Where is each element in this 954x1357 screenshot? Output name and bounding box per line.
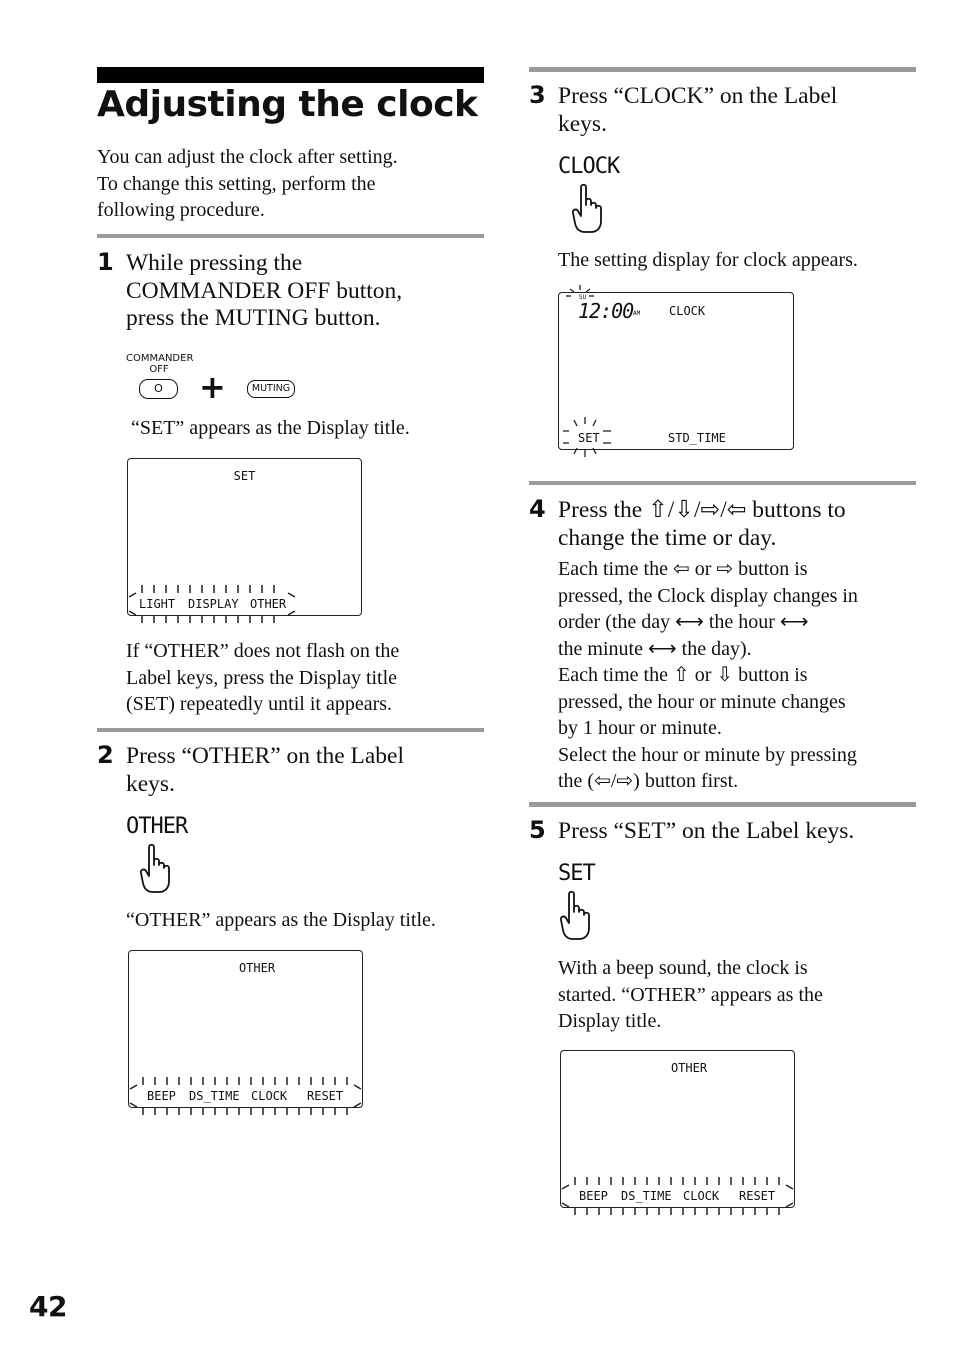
divider — [529, 481, 916, 485]
step-caption: The setting display for clock appears. — [558, 249, 858, 271]
lcd-display — [558, 292, 794, 450]
commander-off-label — [126, 353, 192, 375]
body-line: by 1 hour or minute. — [558, 717, 722, 739]
step-line: Press “SET” on the Label keys. — [558, 818, 855, 844]
body-line: the minute ⟷ the day). — [558, 637, 752, 660]
lcd-label-reset: RESET — [307, 1089, 344, 1103]
step-line: Press “CLOCK” on the Label — [558, 83, 838, 109]
step-number: 5 — [529, 816, 546, 844]
lcd-label-other: OTHER — [250, 597, 287, 611]
page-title: Adjusting the clock — [97, 84, 478, 125]
lcd-label-clock: CLOCK — [683, 1189, 720, 1203]
lcd-label-display: DISPLAY — [188, 597, 239, 611]
lcd-label-beep: BEEP — [579, 1189, 608, 1203]
muting-label: MUTING — [251, 383, 291, 394]
divider — [529, 67, 916, 72]
pointing-hand-icon — [571, 183, 609, 235]
step-number: 4 — [529, 495, 546, 523]
title-bar — [97, 67, 484, 83]
step-line: keys. — [126, 770, 175, 797]
commander-label-line: COMMANDER — [126, 353, 194, 364]
step-line: Press “OTHER” on the Label — [126, 743, 405, 769]
body-line: With a beep sound, the clock is — [558, 957, 808, 979]
step-note — [126, 638, 486, 718]
plus-icon: + — [199, 368, 226, 406]
lcd-title: CLOCK — [669, 304, 706, 318]
lcd-ampm: AM — [633, 310, 641, 317]
note-line: Label keys, press the Display title — [126, 666, 398, 689]
step-instruction — [558, 497, 918, 552]
step-number: 1 — [97, 248, 114, 276]
body-line: Select the hour or minute by pressing — [558, 743, 857, 766]
step-line: Press the ⇧/⇩/⇨/⇦ buttons to — [558, 497, 846, 523]
body-line: Each time the ⇦ or ⇨ button is — [558, 558, 808, 580]
step-line: While pressing the — [126, 250, 303, 276]
body-line: Each time the ⇧ or ⇩ button is — [558, 664, 808, 686]
divider — [97, 234, 484, 238]
lcd-label-clock: CLOCK — [251, 1089, 288, 1103]
step-number: 2 — [97, 741, 114, 769]
commander-label-line: OFF — [149, 364, 169, 375]
commander-symbol: O — [154, 382, 163, 395]
lcd-label-set: SET — [578, 431, 600, 445]
step-instruction — [126, 250, 486, 333]
divider — [97, 728, 484, 732]
step-instruction — [558, 83, 918, 138]
step-number: 3 — [529, 81, 546, 109]
body-line: pressed, the Clock display changes in — [558, 584, 858, 607]
lcd-display — [128, 950, 363, 1108]
note-line: (SET) repeatedly until it appears. — [126, 693, 393, 715]
lcd-title: OTHER — [670, 1061, 708, 1075]
body-line: started. “OTHER” appears as the — [558, 983, 823, 1006]
intro-line: following procedure. — [97, 199, 265, 221]
lcd-title: OTHER — [238, 961, 276, 975]
step-instruction — [558, 818, 918, 846]
lcd-label-light: LIGHT — [139, 597, 176, 611]
lcd-label-reset: RESET — [739, 1189, 776, 1203]
lcd-label-beep: BEEP — [147, 1089, 176, 1103]
muting-button — [247, 380, 295, 398]
label-key-other: OTHER — [126, 814, 188, 839]
body-line: pressed, the hour or minute changes — [558, 690, 846, 713]
lcd-day: SU — [579, 294, 587, 301]
divider — [529, 802, 916, 807]
lcd-display — [560, 1050, 795, 1208]
step-line: keys. — [558, 110, 607, 137]
pointing-hand-icon — [559, 890, 597, 942]
body-line: Display title. — [558, 1010, 662, 1032]
intro-text — [97, 144, 482, 224]
lcd-time: 12:00 — [578, 299, 634, 323]
lcd-display — [127, 458, 362, 616]
body-line: the (⇦/⇨) button first. — [558, 770, 739, 792]
step-body — [558, 955, 918, 1035]
step-line: press the MUTING button. — [126, 305, 381, 331]
lcd-label-ds-time: DS_TIME — [621, 1189, 672, 1203]
step-instruction — [126, 743, 486, 798]
commander-off-button — [139, 379, 178, 399]
intro-line: You can adjust the clock after setting. — [97, 146, 398, 168]
lcd-label-ds-time: DS_TIME — [189, 1089, 240, 1103]
lcd-title: SET — [233, 469, 256, 483]
page-number: 42 — [29, 1290, 67, 1323]
note-line: If “OTHER” does not flash on the — [126, 640, 400, 662]
label-key-set: SET — [558, 861, 595, 886]
step-caption: “OTHER” appears as the Display title. — [126, 909, 436, 931]
step-body — [558, 556, 918, 795]
pointing-hand-icon — [139, 843, 177, 895]
body-line: order (the day ⟷ the hour ⟷ — [558, 611, 809, 633]
step-line: COMMANDER OFF button, — [126, 277, 403, 304]
intro-line: To change this setting, perform the — [97, 172, 376, 195]
step-line: change the time or day. — [558, 524, 777, 551]
lcd-label-std-time: STD_TIME — [668, 431, 726, 445]
step-caption: “SET” appears as the Display title. — [131, 417, 410, 439]
label-key-clock: CLOCK — [558, 154, 620, 179]
